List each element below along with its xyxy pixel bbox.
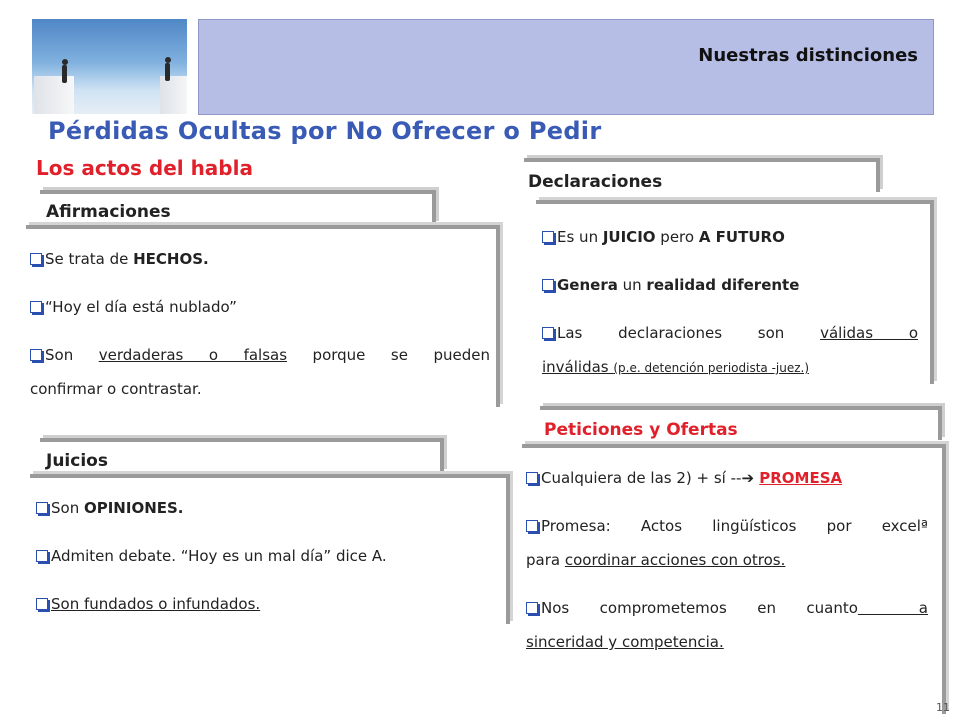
checkbox-bullet-icon <box>542 279 554 291</box>
juicios-bullet-2: Admiten debate. “Hoy es un mal día” dice A. <box>36 543 496 569</box>
subtitle: Los actos del habla <box>36 156 253 180</box>
checkbox-bullet-icon <box>526 602 538 614</box>
peticiones-bullet-3: Nos comprometemos en cuanto a <box>526 595 928 621</box>
peticiones-content <box>526 465 928 655</box>
header-banner <box>198 19 934 115</box>
juicios-bullet-3: Son fundados o infundados. <box>36 591 496 617</box>
header-title: Nuestras distinciones <box>698 45 918 66</box>
header-photo <box>32 19 187 114</box>
declaraciones-bullet-2: Genera un realidad diferente <box>542 272 918 298</box>
afirmaciones-title: Afirmaciones <box>46 202 171 222</box>
peticiones-title: Peticiones y Ofertas <box>544 420 738 440</box>
page-number: 11 <box>936 701 950 714</box>
peticiones-bullet-2-cont: para coordinar acciones con otros. <box>526 551 786 569</box>
checkbox-bullet-icon <box>30 349 42 361</box>
checkbox-bullet-icon <box>542 327 554 339</box>
checkbox-bullet-icon <box>36 550 48 562</box>
peticiones-bullet-3-cont: sinceridad y competencia. <box>526 633 724 651</box>
juicios-bullet-1: Son OPINIONES. <box>36 495 496 521</box>
peticiones-bullet-2: Promesa: Actos lingüísticos por excelª <box>526 513 928 539</box>
declaraciones-bullet-3-cont: inválidas (p.e. detención periodista -juez.) <box>542 358 810 376</box>
checkbox-bullet-icon <box>542 231 554 243</box>
checkbox-bullet-icon <box>30 301 42 313</box>
afirmaciones-bullet-2: “Hoy el día está nublado” <box>30 294 490 320</box>
declaraciones-title: Declaraciones <box>528 172 663 192</box>
declaraciones-bullet-3: Las declaraciones son válidas o <box>542 320 918 346</box>
juicios-title: Juicios <box>46 451 108 471</box>
afirmaciones-bullet-1: Se trata de HECHOS. <box>30 246 490 272</box>
checkbox-bullet-icon <box>526 472 538 484</box>
juicios-content <box>36 495 496 617</box>
checkbox-bullet-icon <box>526 520 538 532</box>
afirmaciones-bullet-3: Son verdaderas o falsas porque se pueden <box>30 342 490 368</box>
afirmaciones-bullet-3-cont: confirmar o contrastar. <box>30 380 202 398</box>
peticiones-bullet-1: Cualquiera de las 2) + sí --➔ PROMESA <box>526 465 928 491</box>
checkbox-bullet-icon <box>30 253 42 265</box>
main-title: Pérdidas Ocultas por No Ofrecer o Pedir <box>48 117 602 145</box>
declaraciones-content <box>542 224 918 381</box>
checkbox-bullet-icon <box>36 502 48 514</box>
afirmaciones-content <box>30 246 490 402</box>
checkbox-bullet-icon <box>36 598 48 610</box>
arrow-right-icon: ➔ <box>741 469 760 487</box>
declaraciones-bullet-1: Es un JUICIO pero A FUTURO <box>542 224 918 250</box>
